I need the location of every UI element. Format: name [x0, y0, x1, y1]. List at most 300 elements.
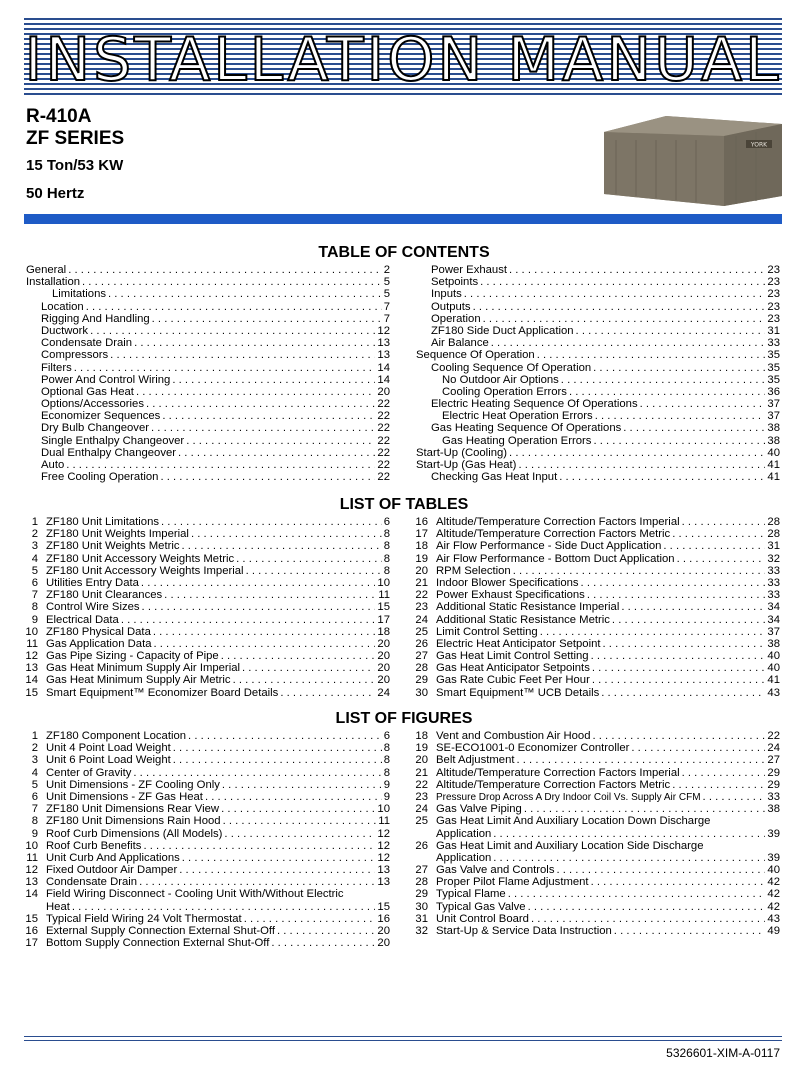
entry-number: 12: [25, 650, 38, 663]
entry-title: Altitude/Temperature Correction Factors Metric: [436, 778, 671, 791]
entry-title: Start-Up (Cooling): [416, 446, 508, 459]
table-entry[interactable]: [412, 528, 780, 540]
figure-entry[interactable]: [412, 876, 780, 888]
entry-number: 1: [31, 516, 38, 528]
entry-title: Gas Heat Limit And Auxiliary Location Down Discharge: [436, 815, 711, 828]
entry-title: Compressors: [41, 349, 109, 362]
dot-leader: [663, 540, 765, 552]
entry-title: ZF180 Side Duct Application: [431, 324, 574, 337]
figure-entry[interactable]: [22, 767, 390, 779]
entry-title: Dual Enthalpy Changeover: [41, 446, 177, 459]
toc-entry[interactable]: [416, 325, 780, 337]
dot-leader: [86, 301, 382, 313]
dot-leader: [559, 471, 765, 483]
entry-title: Gas Heat Limit Control Setting: [436, 650, 589, 663]
entry-number: 28: [415, 662, 428, 675]
entry-number: 7: [31, 803, 38, 816]
entry-title: Inputs: [431, 288, 462, 301]
entry-page-number: 41: [767, 471, 780, 484]
entry-title: Options/Accessories: [41, 398, 144, 411]
dot-leader: [244, 913, 376, 925]
dot-leader: [90, 325, 375, 337]
toc-entry[interactable]: [416, 301, 780, 313]
toc-entry[interactable]: [416, 313, 780, 325]
entry-number: 5: [31, 778, 38, 791]
entry-title: Gas Heat Limit and Auxiliary Location Side Discharge: [436, 839, 704, 852]
table-entry[interactable]: [22, 528, 390, 540]
dot-leader: [74, 362, 376, 374]
footer-rule: [24, 1036, 782, 1041]
entry-title: RPM Selection: [436, 564, 511, 577]
figure-entry[interactable]: [412, 852, 780, 864]
toc-entry[interactable]: [26, 422, 390, 434]
table-entry[interactable]: [412, 540, 780, 552]
entry-number: 20: [415, 754, 428, 767]
dot-leader: [108, 288, 382, 300]
dot-leader: [164, 589, 376, 601]
entry-page-number: 39: [767, 827, 780, 840]
entry-page-number: 33: [767, 576, 780, 589]
entry-title: External Supply Connection External Shut-Off: [46, 925, 275, 937]
figure-entry[interactable]: [22, 779, 390, 791]
entry-title: No Outdoor Air Options: [442, 373, 559, 386]
dot-leader: [677, 553, 766, 565]
entry-page-number: 8: [383, 552, 390, 565]
dot-leader: [591, 650, 766, 662]
figure-entry[interactable]: [412, 913, 780, 925]
table-entry[interactable]: [22, 674, 390, 686]
dot-leader: [173, 754, 382, 766]
entry-title: ZF180 Unit Dimensions Rain Hood: [46, 815, 221, 828]
entry-title: Gas Pipe Sizing - Capacity of Pipe: [46, 650, 219, 663]
entry-page-number: 43: [767, 912, 780, 925]
entry-page-number: 34: [767, 613, 780, 626]
dot-leader: [161, 516, 382, 528]
figure-entry[interactable]: [22, 730, 390, 742]
dot-leader: [162, 410, 375, 422]
table-entry[interactable]: [412, 589, 780, 601]
dot-leader: [682, 767, 766, 779]
figure-entry[interactable]: [412, 791, 780, 803]
toc-entry[interactable]: [26, 398, 390, 410]
table-entry[interactable]: [412, 601, 780, 613]
entry-title: ZF180 Unit Weights Metric: [46, 540, 180, 553]
entry-title: Gas Heating Sequence Of Operations: [431, 422, 622, 435]
toc-entry[interactable]: [416, 398, 780, 410]
entry-title: Additional Static Resistance Imperial: [436, 601, 620, 614]
table-entry[interactable]: [22, 565, 390, 577]
entry-number: 23: [415, 790, 428, 803]
toc-entry[interactable]: [26, 325, 390, 337]
dot-leader: [222, 779, 382, 791]
dot-leader: [68, 264, 382, 276]
toc-entry[interactable]: [416, 349, 780, 361]
table-entry[interactable]: [412, 687, 780, 699]
entry-page-number: 10: [377, 576, 390, 589]
table-entry[interactable]: [412, 662, 780, 674]
figure-entry[interactable]: [412, 742, 780, 754]
entry-page-number: 38: [767, 637, 780, 650]
toc-entry[interactable]: [416, 337, 780, 349]
dot-leader: [133, 767, 381, 779]
dot-leader: [221, 650, 376, 662]
entry-page-number: 12: [377, 324, 390, 337]
dot-leader: [509, 264, 765, 276]
svg-text:YORK: YORK: [750, 141, 768, 149]
entry-page-number: 13: [377, 337, 390, 350]
table-entry[interactable]: [22, 540, 390, 552]
entry-page-number: 22: [377, 422, 390, 435]
figure-entry[interactable]: [22, 754, 390, 766]
dot-leader: [612, 614, 766, 626]
entry-number: 13: [25, 876, 38, 889]
table-entry[interactable]: [412, 577, 780, 589]
entry-page-number: 12: [377, 851, 390, 864]
dot-leader: [591, 876, 766, 888]
toc-entry[interactable]: [26, 386, 390, 398]
figure-entry[interactable]: [412, 925, 780, 937]
entry-title: Unit 4 Point Load Weight: [46, 742, 171, 755]
table-entry[interactable]: [22, 553, 390, 565]
dot-leader: [672, 779, 765, 791]
entry-title: Smart Equipment™ UCB Details: [436, 686, 600, 699]
toc-entry[interactable]: [26, 410, 390, 422]
accent-bar: [24, 214, 782, 224]
dot-leader: [631, 742, 765, 754]
table-entry[interactable]: [22, 614, 390, 626]
entry-page-number: 20: [377, 385, 390, 398]
dot-leader: [556, 864, 765, 876]
entry-number: 9: [31, 827, 38, 840]
table-entry[interactable]: [412, 638, 780, 650]
entry-title: Limit Control Setting: [436, 625, 538, 638]
entry-number: 6: [31, 576, 38, 589]
entry-title: Heat: [46, 900, 70, 913]
entry-page-number: 9: [383, 778, 390, 791]
table-entry[interactable]: [22, 516, 390, 528]
figure-entry[interactable]: [412, 864, 780, 876]
entry-number: 19: [415, 552, 428, 565]
header-banner: [24, 18, 782, 98]
entry-number: 25: [415, 815, 428, 828]
entry-page-number: 42: [767, 888, 780, 901]
entry-page-number: 8: [383, 564, 390, 577]
entry-page-number: 35: [767, 373, 780, 386]
entry-title: Field Wiring Disconnect - Cooling Unit With/Without Electric: [46, 888, 344, 901]
entry-page-number: 6: [383, 730, 390, 742]
toc-entry[interactable]: [26, 276, 390, 288]
entry-title: Proper Pilot Flame Adjustment: [436, 876, 589, 889]
product-capacity: 15 Ton/53 KW: [26, 157, 124, 174]
table-entry[interactable]: [22, 650, 390, 662]
entry-title: Altitude/Temperature Correction Factors Imperial: [436, 516, 680, 528]
figure-entry[interactable]: [412, 901, 780, 913]
entry-title: Roof Curb Benefits: [46, 839, 142, 852]
dot-leader: [280, 687, 375, 699]
table-entry[interactable]: [412, 650, 780, 662]
entry-page-number: 7: [383, 300, 390, 313]
entry-number: 11: [26, 637, 38, 650]
figure-entry[interactable]: [22, 864, 390, 876]
figures-left-column: [22, 730, 390, 949]
dot-leader: [179, 864, 375, 876]
toc-entry[interactable]: [416, 422, 780, 434]
entry-number: 3: [31, 540, 38, 553]
figure-entry[interactable]: [22, 913, 390, 925]
entry-page-number: 42: [767, 876, 780, 889]
entry-number: 15: [25, 686, 38, 699]
figure-entry[interactable]: [412, 828, 780, 840]
dot-leader: [182, 540, 382, 552]
toc-entry[interactable]: [416, 288, 780, 300]
entry-title: Altitude/Temperature Correction Factors Imperial: [436, 766, 680, 779]
toc-entry[interactable]: [26, 362, 390, 374]
figure-entry[interactable]: [412, 754, 780, 766]
entry-page-number: 37: [767, 410, 780, 423]
figure-entry[interactable]: [412, 840, 780, 852]
figure-entry[interactable]: [22, 876, 390, 888]
figure-entry[interactable]: [22, 840, 390, 852]
figure-entry[interactable]: [412, 815, 780, 827]
dot-leader: [569, 386, 765, 398]
dot-leader: [178, 447, 375, 459]
entry-number: 1: [31, 730, 38, 742]
dot-leader: [134, 337, 375, 349]
table-entry[interactable]: [412, 674, 780, 686]
entry-number: 26: [415, 839, 428, 852]
toc-entry[interactable]: [26, 349, 390, 361]
entry-page-number: 15: [377, 900, 390, 913]
entry-title: Gas Heat Minimum Supply Air Metric: [46, 674, 231, 687]
entry-title: ZF180 Component Location: [46, 730, 187, 742]
table-entry[interactable]: [22, 687, 390, 699]
dot-leader: [601, 687, 765, 699]
entry-number: 27: [415, 864, 428, 877]
table-entry[interactable]: [412, 614, 780, 626]
entry-number: 27: [415, 650, 428, 663]
entry-number: 2: [31, 742, 38, 755]
toc-entry[interactable]: [416, 362, 780, 374]
figures-title: LIST OF FIGURES: [335, 710, 473, 727]
entry-page-number: 22: [377, 471, 390, 484]
toc-entry[interactable]: [26, 313, 390, 325]
toc-entry[interactable]: [416, 386, 780, 398]
rooftop-unit-image: [596, 110, 786, 210]
entry-page-number: 20: [377, 637, 390, 650]
dot-leader: [82, 276, 382, 288]
toc-entry[interactable]: [416, 459, 780, 471]
dot-leader: [595, 410, 766, 422]
entry-page-number: 35: [767, 361, 780, 374]
entry-title: Bottom Supply Connection External Shut-Off: [46, 937, 270, 950]
entry-title: Electric Heating Sequence Of Operations: [431, 398, 638, 411]
dot-leader: [518, 459, 765, 471]
entry-page-number: 22: [377, 398, 390, 411]
dot-leader: [146, 398, 375, 410]
dot-leader: [603, 638, 766, 650]
entry-page-number: 40: [767, 446, 780, 459]
dot-leader: [587, 589, 766, 601]
figure-entry[interactable]: [22, 828, 390, 840]
dot-leader: [537, 349, 766, 361]
dot-leader: [188, 730, 382, 742]
entry-title: ZF180 Unit Limitations: [46, 516, 160, 528]
entry-title: ZF180 Physical Data: [46, 625, 151, 638]
toc-entry[interactable]: [26, 374, 390, 386]
toc-entry[interactable]: [416, 447, 780, 459]
entry-title: Typical Field Wiring 24 Volt Thermostat: [46, 912, 242, 925]
table-entry[interactable]: [412, 626, 780, 638]
entry-title: Application: [436, 827, 492, 840]
figure-entry[interactable]: [22, 852, 390, 864]
entry-title: Indoor Blower Specifications: [436, 576, 579, 589]
table-entry[interactable]: [412, 565, 780, 577]
table-entry[interactable]: [412, 553, 780, 565]
entry-number: 3: [31, 754, 38, 767]
entry-number: 15: [25, 912, 38, 925]
figure-entry[interactable]: [22, 791, 390, 803]
dot-leader: [493, 852, 765, 864]
entry-title: Fixed Outdoor Air Damper: [46, 864, 178, 877]
entry-title: Unit Dimensions - ZF Cooling Only: [46, 778, 220, 791]
entry-page-number: 43: [767, 686, 780, 699]
tables-right-column: [412, 516, 780, 699]
figure-entry[interactable]: [412, 730, 780, 742]
figure-entry[interactable]: [22, 901, 390, 913]
figure-entry[interactable]: [22, 925, 390, 937]
dot-leader: [277, 925, 375, 937]
entry-title: Auto: [41, 459, 65, 471]
entry-title: Rigging And Handling: [41, 312, 150, 325]
entry-page-number: 15: [377, 601, 390, 614]
entry-number: 29: [415, 674, 428, 687]
doc-number: 5326601-XIM-A-0117: [666, 1046, 780, 1060]
toc-entry[interactable]: [26, 471, 390, 483]
figure-entry[interactable]: [22, 803, 390, 815]
table-entry[interactable]: [22, 577, 390, 589]
entry-page-number: 2: [383, 264, 390, 276]
table-entry[interactable]: [22, 589, 390, 601]
dot-leader: [483, 313, 766, 325]
entry-page-number: 11: [378, 815, 390, 828]
entry-title: Typical Gas Valve: [436, 900, 526, 913]
entry-page-number: 13: [377, 876, 390, 889]
entry-title: Sequence Of Operation: [416, 349, 535, 362]
entry-title: Cooling Sequence Of Operation: [431, 361, 592, 374]
entry-page-number: 40: [767, 650, 780, 663]
entry-page-number: 28: [767, 528, 780, 541]
entry-number: 11: [26, 851, 38, 864]
dot-leader: [160, 471, 375, 483]
figure-entry[interactable]: [412, 779, 780, 791]
entry-page-number: 32: [767, 552, 780, 565]
entry-title: Unit Curb And Applications: [46, 851, 180, 864]
entry-number: 29: [415, 888, 428, 901]
entry-page-number: 10: [377, 803, 390, 816]
entry-page-number: 8: [383, 766, 390, 779]
toc-entry[interactable]: [26, 459, 390, 471]
toc-entry[interactable]: [416, 435, 780, 447]
entry-title: Limitations: [52, 288, 106, 301]
entry-title: Belt Adjustment: [436, 754, 515, 767]
entry-title: Electrical Data: [46, 613, 119, 626]
product-frequency: 50 Hertz: [26, 185, 85, 202]
entry-page-number: 12: [377, 839, 390, 852]
figure-entry[interactable]: [412, 803, 780, 815]
entry-title: Air Flow Performance - Side Duct Application: [436, 540, 662, 553]
entry-page-number: 5: [383, 276, 390, 289]
entry-title: Gas Heat Anticipator Setpoints: [436, 662, 590, 675]
figure-entry[interactable]: [22, 815, 390, 827]
dot-leader: [139, 876, 375, 888]
entry-title: Filters: [41, 361, 72, 374]
toc-entry[interactable]: [26, 337, 390, 349]
figure-entry[interactable]: [412, 888, 780, 900]
entry-page-number: 37: [767, 625, 780, 638]
figure-entry[interactable]: [22, 742, 390, 754]
toc-entry[interactable]: [416, 264, 780, 276]
toc-entry[interactable]: [26, 264, 390, 276]
toc-title: TABLE OF CONTENTS: [318, 244, 490, 261]
toc-entry[interactable]: [416, 410, 780, 422]
table-entry[interactable]: [22, 626, 390, 638]
dot-leader: [464, 288, 766, 300]
entry-page-number: 33: [767, 790, 780, 803]
dot-leader: [142, 601, 376, 613]
entry-page-number: 28: [767, 516, 780, 528]
entry-number: 4: [31, 552, 38, 565]
figure-entry[interactable]: [22, 937, 390, 949]
entry-page-number: 22: [377, 446, 390, 459]
toc-entry[interactable]: [26, 447, 390, 459]
dot-leader: [508, 888, 766, 900]
table-entry[interactable]: [22, 601, 390, 613]
toc-entry[interactable]: [416, 471, 780, 483]
entry-page-number: 38: [767, 434, 780, 447]
figure-entry[interactable]: [22, 888, 390, 900]
entry-title: Vent and Combustion Air Hood: [436, 730, 591, 742]
dot-leader: [524, 803, 766, 815]
entry-page-number: 8: [383, 742, 390, 755]
entry-page-number: 23: [767, 288, 780, 301]
entry-number: 30: [415, 900, 428, 913]
table-entry[interactable]: [22, 638, 390, 650]
entry-number: 17: [25, 937, 38, 950]
entry-page-number: 14: [377, 373, 390, 386]
entry-page-number: 16: [377, 912, 390, 925]
entry-number: 6: [31, 790, 38, 803]
toc-entry[interactable]: [26, 435, 390, 447]
dot-leader: [153, 626, 376, 638]
entry-number: 12: [25, 864, 38, 877]
entry-title: Optional Gas Heat: [41, 385, 134, 398]
entry-title: Gas Heat Minimum Supply Air Imperial: [46, 662, 240, 675]
entry-number: 10: [25, 839, 38, 852]
entry-page-number: 24: [767, 742, 780, 755]
entry-title: Start-Up & Service Data Instruction: [436, 925, 612, 937]
dot-leader: [672, 528, 765, 540]
dot-leader: [623, 422, 765, 434]
entry-number: 20: [415, 564, 428, 577]
toc-entry[interactable]: [26, 301, 390, 313]
toc-entry[interactable]: [416, 276, 780, 288]
toc-entry[interactable]: [416, 374, 780, 386]
figure-entry[interactable]: [412, 767, 780, 779]
entry-title: Power Exhaust Specifications: [436, 589, 585, 602]
table-entry[interactable]: [412, 516, 780, 528]
table-entry[interactable]: [22, 662, 390, 674]
toc-entry[interactable]: [26, 288, 390, 300]
